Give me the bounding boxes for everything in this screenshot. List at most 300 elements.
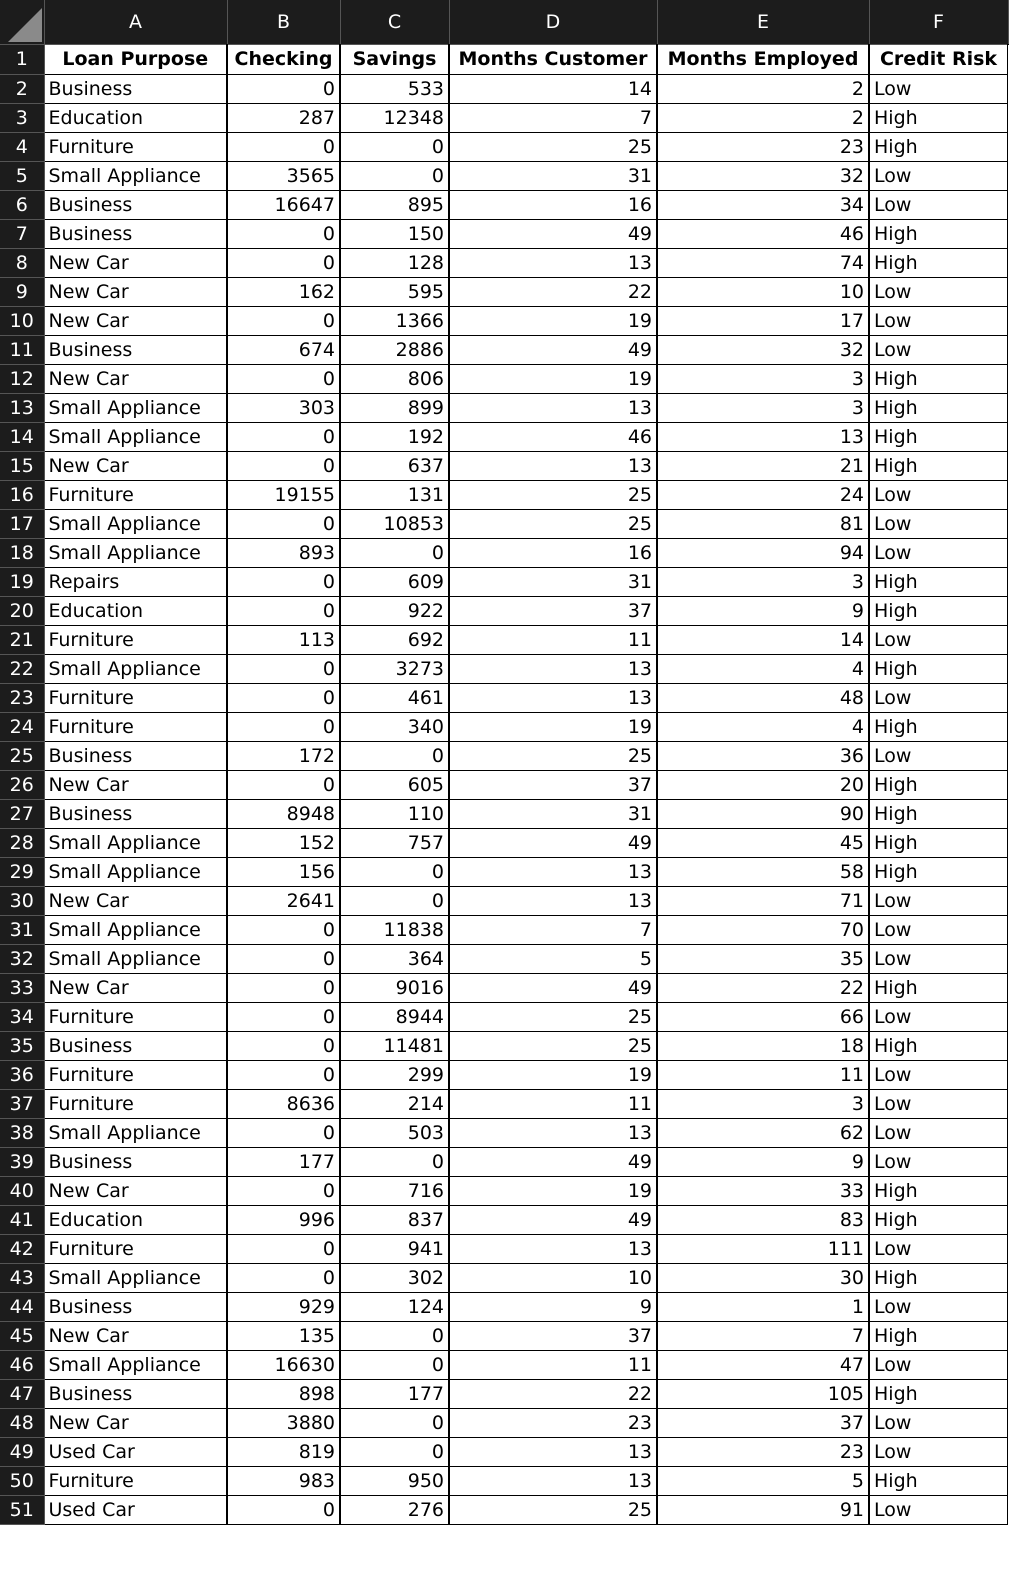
column-header-a[interactable]: A: [44, 0, 227, 44]
row-header-24[interactable]: 24: [0, 712, 44, 741]
cell-d29[interactable]: 13: [449, 857, 657, 886]
cell-d38[interactable]: 13: [449, 1118, 657, 1147]
cell-f23[interactable]: Low: [869, 683, 1008, 712]
cell-a48[interactable]: New Car: [44, 1408, 227, 1437]
cell-a36[interactable]: Furniture: [44, 1060, 227, 1089]
row-header-10[interactable]: 10: [0, 306, 44, 335]
cell-f24[interactable]: High: [869, 712, 1008, 741]
cell-b18[interactable]: 893: [227, 538, 340, 567]
cell-f42[interactable]: Low: [869, 1234, 1008, 1263]
cell-e51[interactable]: 91: [657, 1495, 869, 1524]
cell-a14[interactable]: Small Appliance: [44, 422, 227, 451]
cell-a12[interactable]: New Car: [44, 364, 227, 393]
cell-d51[interactable]: 25: [449, 1495, 657, 1524]
cell-e47[interactable]: 105: [657, 1379, 869, 1408]
cell-c45[interactable]: 0: [340, 1321, 449, 1350]
cell-d23[interactable]: 13: [449, 683, 657, 712]
cell-b10[interactable]: 0: [227, 306, 340, 335]
cell-b19[interactable]: 0: [227, 567, 340, 596]
cell-e44[interactable]: 1: [657, 1292, 869, 1321]
cell-f50[interactable]: High: [869, 1466, 1008, 1495]
row-header-38[interactable]: 38: [0, 1118, 44, 1147]
cell-d15[interactable]: 13: [449, 451, 657, 480]
row-header-22[interactable]: 22: [0, 654, 44, 683]
cell-e23[interactable]: 48: [657, 683, 869, 712]
cell-a24[interactable]: Furniture: [44, 712, 227, 741]
cell-c21[interactable]: 692: [340, 625, 449, 654]
cell-a7[interactable]: Business: [44, 219, 227, 248]
cell-c47[interactable]: 177: [340, 1379, 449, 1408]
cell-d35[interactable]: 25: [449, 1031, 657, 1060]
row-header-19[interactable]: 19: [0, 567, 44, 596]
cell-a16[interactable]: Furniture: [44, 480, 227, 509]
row-header-31[interactable]: 31: [0, 915, 44, 944]
cell-a30[interactable]: New Car: [44, 886, 227, 915]
cell-e34[interactable]: 66: [657, 1002, 869, 1031]
cell-b49[interactable]: 819: [227, 1437, 340, 1466]
cell-b3[interactable]: 287: [227, 103, 340, 132]
cell-c19[interactable]: 609: [340, 567, 449, 596]
cell-a3[interactable]: Education: [44, 103, 227, 132]
cell-b15[interactable]: 0: [227, 451, 340, 480]
cell-c49[interactable]: 0: [340, 1437, 449, 1466]
cell-b9[interactable]: 162: [227, 277, 340, 306]
cell-c5[interactable]: 0: [340, 161, 449, 190]
cell-a2[interactable]: Business: [44, 74, 227, 103]
cell-b40[interactable]: 0: [227, 1176, 340, 1205]
cell-a47[interactable]: Business: [44, 1379, 227, 1408]
cell-c48[interactable]: 0: [340, 1408, 449, 1437]
row-header-20[interactable]: 20: [0, 596, 44, 625]
cell-a21[interactable]: Furniture: [44, 625, 227, 654]
cell-b27[interactable]: 8948: [227, 799, 340, 828]
cell-d37[interactable]: 11: [449, 1089, 657, 1118]
row-header-27[interactable]: 27: [0, 799, 44, 828]
cell-b8[interactable]: 0: [227, 248, 340, 277]
cell-a44[interactable]: Business: [44, 1292, 227, 1321]
cell-e15[interactable]: 21: [657, 451, 869, 480]
cell-e30[interactable]: 71: [657, 886, 869, 915]
cell-d41[interactable]: 49: [449, 1205, 657, 1234]
cell-c38[interactable]: 503: [340, 1118, 449, 1147]
cell-d27[interactable]: 31: [449, 799, 657, 828]
cell-c42[interactable]: 941: [340, 1234, 449, 1263]
cell-c2[interactable]: 533: [340, 74, 449, 103]
cell-d19[interactable]: 31: [449, 567, 657, 596]
cell-c6[interactable]: 895: [340, 190, 449, 219]
cell-c26[interactable]: 605: [340, 770, 449, 799]
cell-f29[interactable]: High: [869, 857, 1008, 886]
cell-e27[interactable]: 90: [657, 799, 869, 828]
cell-e13[interactable]: 3: [657, 393, 869, 422]
cell-f14[interactable]: High: [869, 422, 1008, 451]
cell-b4[interactable]: 0: [227, 132, 340, 161]
row-header-51[interactable]: 51: [0, 1495, 44, 1524]
cell-e5[interactable]: 32: [657, 161, 869, 190]
cell-f47[interactable]: High: [869, 1379, 1008, 1408]
cell-c36[interactable]: 299: [340, 1060, 449, 1089]
cell-f21[interactable]: Low: [869, 625, 1008, 654]
row-header-15[interactable]: 15: [0, 451, 44, 480]
cell-e8[interactable]: 74: [657, 248, 869, 277]
cell-b14[interactable]: 0: [227, 422, 340, 451]
cell-d2[interactable]: 14: [449, 74, 657, 103]
row-header-16[interactable]: 16: [0, 480, 44, 509]
cell-a19[interactable]: Repairs: [44, 567, 227, 596]
cell-d18[interactable]: 16: [449, 538, 657, 567]
cell-e31[interactable]: 70: [657, 915, 869, 944]
cell-e26[interactable]: 20: [657, 770, 869, 799]
cell-e22[interactable]: 4: [657, 654, 869, 683]
row-header-29[interactable]: 29: [0, 857, 44, 886]
cell-d22[interactable]: 13: [449, 654, 657, 683]
cell-a51[interactable]: Used Car: [44, 1495, 227, 1524]
cell-c32[interactable]: 364: [340, 944, 449, 973]
cell-a9[interactable]: New Car: [44, 277, 227, 306]
cell-c8[interactable]: 128: [340, 248, 449, 277]
cell-a10[interactable]: New Car: [44, 306, 227, 335]
cell-d8[interactable]: 13: [449, 248, 657, 277]
cell-f8[interactable]: High: [869, 248, 1008, 277]
cell-c24[interactable]: 340: [340, 712, 449, 741]
cell-c28[interactable]: 757: [340, 828, 449, 857]
cell-f5[interactable]: Low: [869, 161, 1008, 190]
cell-b32[interactable]: 0: [227, 944, 340, 973]
row-header-1[interactable]: 1: [0, 44, 44, 74]
cell-f11[interactable]: Low: [869, 335, 1008, 364]
cell-d48[interactable]: 23: [449, 1408, 657, 1437]
cell-e12[interactable]: 3: [657, 364, 869, 393]
cell-d39[interactable]: 49: [449, 1147, 657, 1176]
cell-e3[interactable]: 2: [657, 103, 869, 132]
cell-d31[interactable]: 7: [449, 915, 657, 944]
cell-b45[interactable]: 135: [227, 1321, 340, 1350]
cell-c44[interactable]: 124: [340, 1292, 449, 1321]
cell-a42[interactable]: Furniture: [44, 1234, 227, 1263]
row-header-46[interactable]: 46: [0, 1350, 44, 1379]
cell-b29[interactable]: 156: [227, 857, 340, 886]
cell-e6[interactable]: 34: [657, 190, 869, 219]
cell-a17[interactable]: Small Appliance: [44, 509, 227, 538]
cell-c12[interactable]: 806: [340, 364, 449, 393]
cell-d40[interactable]: 19: [449, 1176, 657, 1205]
cell-b41[interactable]: 996: [227, 1205, 340, 1234]
row-header-26[interactable]: 26: [0, 770, 44, 799]
row-header-13[interactable]: 13: [0, 393, 44, 422]
cell-a28[interactable]: Small Appliance: [44, 828, 227, 857]
column-title-cell[interactable]: Credit Risk: [869, 44, 1008, 74]
cell-d28[interactable]: 49: [449, 828, 657, 857]
cell-f27[interactable]: High: [869, 799, 1008, 828]
row-header-8[interactable]: 8: [0, 248, 44, 277]
cell-e35[interactable]: 18: [657, 1031, 869, 1060]
cell-c3[interactable]: 12348: [340, 103, 449, 132]
cell-e10[interactable]: 17: [657, 306, 869, 335]
row-header-35[interactable]: 35: [0, 1031, 44, 1060]
cell-d12[interactable]: 19: [449, 364, 657, 393]
cell-c51[interactable]: 276: [340, 1495, 449, 1524]
row-header-23[interactable]: 23: [0, 683, 44, 712]
select-all-corner[interactable]: [0, 0, 44, 44]
cell-f4[interactable]: High: [869, 132, 1008, 161]
cell-d49[interactable]: 13: [449, 1437, 657, 1466]
cell-f44[interactable]: Low: [869, 1292, 1008, 1321]
cell-d42[interactable]: 13: [449, 1234, 657, 1263]
cell-c30[interactable]: 0: [340, 886, 449, 915]
cell-e4[interactable]: 23: [657, 132, 869, 161]
cell-b30[interactable]: 2641: [227, 886, 340, 915]
cell-c9[interactable]: 595: [340, 277, 449, 306]
row-header-30[interactable]: 30: [0, 886, 44, 915]
cell-a38[interactable]: Small Appliance: [44, 1118, 227, 1147]
cell-d34[interactable]: 25: [449, 1002, 657, 1031]
cell-a22[interactable]: Small Appliance: [44, 654, 227, 683]
cell-a25[interactable]: Business: [44, 741, 227, 770]
cell-f19[interactable]: High: [869, 567, 1008, 596]
cell-b51[interactable]: 0: [227, 1495, 340, 1524]
cell-b22[interactable]: 0: [227, 654, 340, 683]
cell-d21[interactable]: 11: [449, 625, 657, 654]
row-header-2[interactable]: 2: [0, 74, 44, 103]
cell-b28[interactable]: 152: [227, 828, 340, 857]
column-header-c[interactable]: C: [340, 0, 449, 44]
cell-b39[interactable]: 177: [227, 1147, 340, 1176]
cell-a11[interactable]: Business: [44, 335, 227, 364]
cell-b42[interactable]: 0: [227, 1234, 340, 1263]
cell-d9[interactable]: 22: [449, 277, 657, 306]
column-title-cell[interactable]: Loan Purpose: [44, 44, 227, 74]
cell-f7[interactable]: High: [869, 219, 1008, 248]
cell-a13[interactable]: Small Appliance: [44, 393, 227, 422]
cell-e28[interactable]: 45: [657, 828, 869, 857]
cell-a26[interactable]: New Car: [44, 770, 227, 799]
row-header-40[interactable]: 40: [0, 1176, 44, 1205]
row-header-47[interactable]: 47: [0, 1379, 44, 1408]
cell-b34[interactable]: 0: [227, 1002, 340, 1031]
cell-f38[interactable]: Low: [869, 1118, 1008, 1147]
cell-e17[interactable]: 81: [657, 509, 869, 538]
cell-e48[interactable]: 37: [657, 1408, 869, 1437]
cell-f32[interactable]: Low: [869, 944, 1008, 973]
cell-b5[interactable]: 3565: [227, 161, 340, 190]
cell-f51[interactable]: Low: [869, 1495, 1008, 1524]
cell-b2[interactable]: 0: [227, 74, 340, 103]
cell-c31[interactable]: 11838: [340, 915, 449, 944]
cell-a23[interactable]: Furniture: [44, 683, 227, 712]
cell-a27[interactable]: Business: [44, 799, 227, 828]
cell-f17[interactable]: Low: [869, 509, 1008, 538]
cell-b25[interactable]: 172: [227, 741, 340, 770]
cell-f40[interactable]: High: [869, 1176, 1008, 1205]
row-header-12[interactable]: 12: [0, 364, 44, 393]
cell-e50[interactable]: 5: [657, 1466, 869, 1495]
cell-a33[interactable]: New Car: [44, 973, 227, 1002]
cell-c10[interactable]: 1366: [340, 306, 449, 335]
row-header-41[interactable]: 41: [0, 1205, 44, 1234]
cell-e45[interactable]: 7: [657, 1321, 869, 1350]
cell-b12[interactable]: 0: [227, 364, 340, 393]
cell-e38[interactable]: 62: [657, 1118, 869, 1147]
cell-d30[interactable]: 13: [449, 886, 657, 915]
cell-c20[interactable]: 922: [340, 596, 449, 625]
column-title-cell[interactable]: Months Customer: [449, 44, 657, 74]
cell-d26[interactable]: 37: [449, 770, 657, 799]
cell-e19[interactable]: 3: [657, 567, 869, 596]
cell-c50[interactable]: 950: [340, 1466, 449, 1495]
row-header-5[interactable]: 5: [0, 161, 44, 190]
cell-b37[interactable]: 8636: [227, 1089, 340, 1118]
cell-c25[interactable]: 0: [340, 741, 449, 770]
cell-d16[interactable]: 25: [449, 480, 657, 509]
cell-b16[interactable]: 19155: [227, 480, 340, 509]
cell-e49[interactable]: 23: [657, 1437, 869, 1466]
cell-d13[interactable]: 13: [449, 393, 657, 422]
cell-e37[interactable]: 3: [657, 1089, 869, 1118]
cell-e18[interactable]: 94: [657, 538, 869, 567]
cell-f25[interactable]: Low: [869, 741, 1008, 770]
cell-c4[interactable]: 0: [340, 132, 449, 161]
cell-a41[interactable]: Education: [44, 1205, 227, 1234]
cell-c23[interactable]: 461: [340, 683, 449, 712]
cell-f30[interactable]: Low: [869, 886, 1008, 915]
cell-d44[interactable]: 9: [449, 1292, 657, 1321]
cell-a49[interactable]: Used Car: [44, 1437, 227, 1466]
cell-b17[interactable]: 0: [227, 509, 340, 538]
cell-f3[interactable]: High: [869, 103, 1008, 132]
row-header-17[interactable]: 17: [0, 509, 44, 538]
cell-f37[interactable]: Low: [869, 1089, 1008, 1118]
cell-e33[interactable]: 22: [657, 973, 869, 1002]
cell-d36[interactable]: 19: [449, 1060, 657, 1089]
cell-d3[interactable]: 7: [449, 103, 657, 132]
cell-f13[interactable]: High: [869, 393, 1008, 422]
cell-b6[interactable]: 16647: [227, 190, 340, 219]
cell-a32[interactable]: Small Appliance: [44, 944, 227, 973]
cell-d17[interactable]: 25: [449, 509, 657, 538]
row-header-32[interactable]: 32: [0, 944, 44, 973]
cell-f49[interactable]: Low: [869, 1437, 1008, 1466]
row-header-9[interactable]: 9: [0, 277, 44, 306]
cell-c29[interactable]: 0: [340, 857, 449, 886]
cell-c35[interactable]: 11481: [340, 1031, 449, 1060]
cell-f28[interactable]: High: [869, 828, 1008, 857]
cell-c37[interactable]: 214: [340, 1089, 449, 1118]
cell-e21[interactable]: 14: [657, 625, 869, 654]
cell-a8[interactable]: New Car: [44, 248, 227, 277]
cell-d6[interactable]: 16: [449, 190, 657, 219]
cell-b23[interactable]: 0: [227, 683, 340, 712]
cell-f18[interactable]: Low: [869, 538, 1008, 567]
cell-f20[interactable]: High: [869, 596, 1008, 625]
cell-b7[interactable]: 0: [227, 219, 340, 248]
cell-b24[interactable]: 0: [227, 712, 340, 741]
row-header-39[interactable]: 39: [0, 1147, 44, 1176]
cell-c39[interactable]: 0: [340, 1147, 449, 1176]
cell-e14[interactable]: 13: [657, 422, 869, 451]
row-header-4[interactable]: 4: [0, 132, 44, 161]
cell-e2[interactable]: 2: [657, 74, 869, 103]
cell-f22[interactable]: High: [869, 654, 1008, 683]
row-header-21[interactable]: 21: [0, 625, 44, 654]
cell-e16[interactable]: 24: [657, 480, 869, 509]
cell-e25[interactable]: 36: [657, 741, 869, 770]
cell-b21[interactable]: 113: [227, 625, 340, 654]
row-header-18[interactable]: 18: [0, 538, 44, 567]
cell-f34[interactable]: Low: [869, 1002, 1008, 1031]
cell-c22[interactable]: 3273: [340, 654, 449, 683]
cell-d32[interactable]: 5: [449, 944, 657, 973]
cell-d25[interactable]: 25: [449, 741, 657, 770]
cell-b46[interactable]: 16630: [227, 1350, 340, 1379]
row-header-37[interactable]: 37: [0, 1089, 44, 1118]
cell-b11[interactable]: 674: [227, 335, 340, 364]
row-header-25[interactable]: 25: [0, 741, 44, 770]
cell-a46[interactable]: Small Appliance: [44, 1350, 227, 1379]
cell-f43[interactable]: High: [869, 1263, 1008, 1292]
cell-d33[interactable]: 49: [449, 973, 657, 1002]
cell-d5[interactable]: 31: [449, 161, 657, 190]
cell-d11[interactable]: 49: [449, 335, 657, 364]
cell-f26[interactable]: High: [869, 770, 1008, 799]
cell-c27[interactable]: 110: [340, 799, 449, 828]
column-title-cell[interactable]: Months Employed: [657, 44, 869, 74]
cell-a37[interactable]: Furniture: [44, 1089, 227, 1118]
cell-f39[interactable]: Low: [869, 1147, 1008, 1176]
cell-e41[interactable]: 83: [657, 1205, 869, 1234]
cell-c33[interactable]: 9016: [340, 973, 449, 1002]
cell-c46[interactable]: 0: [340, 1350, 449, 1379]
cell-c7[interactable]: 150: [340, 219, 449, 248]
row-header-3[interactable]: 3: [0, 103, 44, 132]
row-header-42[interactable]: 42: [0, 1234, 44, 1263]
column-header-f[interactable]: F: [869, 0, 1008, 44]
cell-e24[interactable]: 4: [657, 712, 869, 741]
cell-e29[interactable]: 58: [657, 857, 869, 886]
row-header-11[interactable]: 11: [0, 335, 44, 364]
cell-e46[interactable]: 47: [657, 1350, 869, 1379]
cell-b47[interactable]: 898: [227, 1379, 340, 1408]
row-header-49[interactable]: 49: [0, 1437, 44, 1466]
cell-e42[interactable]: 111: [657, 1234, 869, 1263]
row-header-44[interactable]: 44: [0, 1292, 44, 1321]
row-header-6[interactable]: 6: [0, 190, 44, 219]
cell-e9[interactable]: 10: [657, 277, 869, 306]
cell-b13[interactable]: 303: [227, 393, 340, 422]
cell-f15[interactable]: High: [869, 451, 1008, 480]
cell-c18[interactable]: 0: [340, 538, 449, 567]
cell-f48[interactable]: Low: [869, 1408, 1008, 1437]
cell-a20[interactable]: Education: [44, 596, 227, 625]
cell-c16[interactable]: 131: [340, 480, 449, 509]
column-header-e[interactable]: E: [657, 0, 869, 44]
cell-a15[interactable]: New Car: [44, 451, 227, 480]
cell-c17[interactable]: 10853: [340, 509, 449, 538]
cell-f2[interactable]: Low: [869, 74, 1008, 103]
row-header-36[interactable]: 36: [0, 1060, 44, 1089]
cell-d10[interactable]: 19: [449, 306, 657, 335]
cell-d46[interactable]: 11: [449, 1350, 657, 1379]
column-header-d[interactable]: D: [449, 0, 657, 44]
cell-e40[interactable]: 33: [657, 1176, 869, 1205]
cell-d43[interactable]: 10: [449, 1263, 657, 1292]
cell-c11[interactable]: 2886: [340, 335, 449, 364]
column-header-b[interactable]: B: [227, 0, 340, 44]
cell-c41[interactable]: 837: [340, 1205, 449, 1234]
row-header-33[interactable]: 33: [0, 973, 44, 1002]
cell-b50[interactable]: 983: [227, 1466, 340, 1495]
cell-b31[interactable]: 0: [227, 915, 340, 944]
cell-c40[interactable]: 716: [340, 1176, 449, 1205]
